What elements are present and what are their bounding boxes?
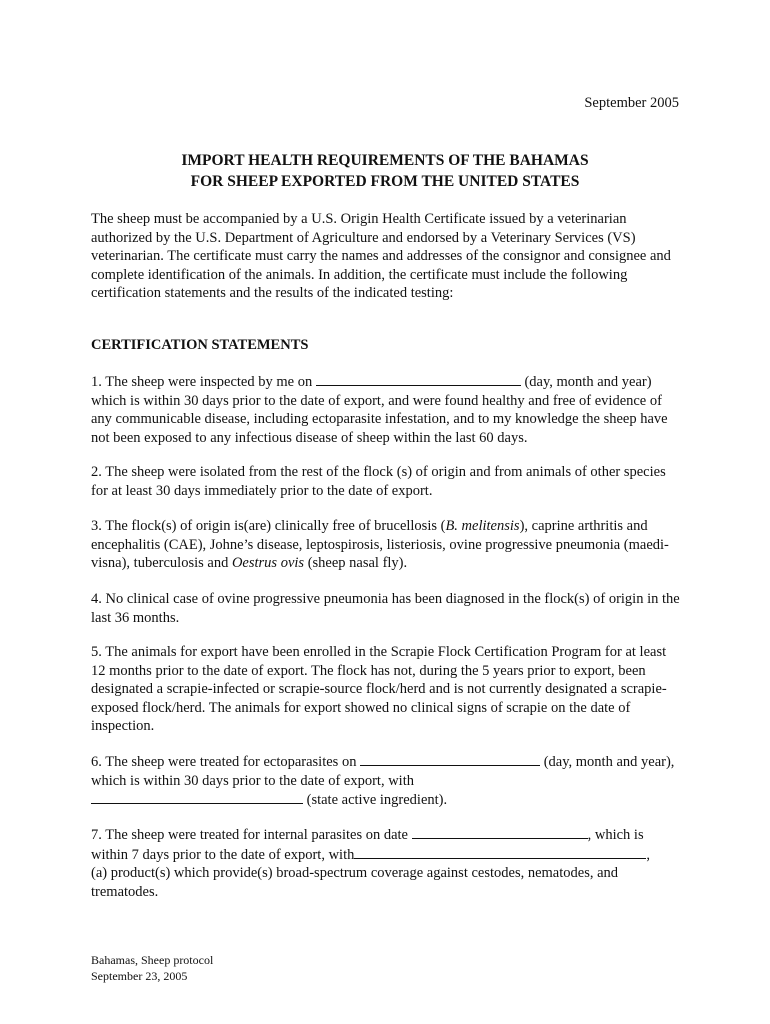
footer bbox=[91, 952, 213, 984]
inspection-date-blank[interactable] bbox=[316, 372, 521, 386]
statement-7-text-b: , which is within 7 days prior to the date of export, with bbox=[91, 827, 644, 863]
intro-paragraph: The sheep must be accompanied by a U.S. Origin Health Certificate issued by a veterinarian authorized by the U.S. Department of Agriculture and endorsed by a Veterinary Services (VS) veterinarian. The certificate must carry the names and addresses of the consignor and consignee and complete identification of the animals. In addition, the certificate must include the following certification statements and the results of the indicated testing: bbox=[91, 211, 671, 302]
statement-3 bbox=[91, 517, 683, 573]
statement-7-text-c: , bbox=[646, 846, 650, 863]
statement-2: 2. The sheep were isolated from the rest of the flock (s) of origin and from animals of other species for at least 30 days immediately prior to the date of export. bbox=[91, 464, 666, 499]
statement-6-text-b: (day, month and year), which is within 30 days prior to the date of export, with bbox=[91, 754, 675, 789]
title-line-1: IMPORT HEALTH REQUIREMENTS OF THE BAHAMAS bbox=[181, 152, 589, 169]
statement-1-text-b: (day, month and year) which is within 30 days prior to the date of export, and were found healthy and free of evidence of any communicable disease, including ectoparasite infestation, and to my knowledge the sheep have not been exposed to any infectious disease of sheep within the last 60 days. bbox=[91, 374, 668, 446]
footer-line-2: September 23, 2005 bbox=[91, 969, 188, 983]
statement-6-text-c: (state active ingredient). bbox=[303, 792, 448, 809]
product-blank[interactable] bbox=[354, 845, 646, 859]
active-ingredient-blank[interactable] bbox=[91, 790, 303, 804]
statement-1-text-a: 1. The sheep were inspected by me on bbox=[91, 374, 316, 390]
statement-3-italic-species: B. melitensis bbox=[445, 518, 520, 534]
title-line-2: FOR SHEEP EXPORTED FROM THE UNITED STATES bbox=[190, 173, 580, 190]
internal-parasite-date-blank[interactable] bbox=[412, 825, 588, 839]
statement-3-text-e: (sheep nasal fly). bbox=[304, 555, 408, 572]
statement-6-text-a: 6. The sheep were treated for ectoparasites on bbox=[91, 754, 361, 770]
statement-6 bbox=[91, 752, 683, 810]
statement-3-text-c: ), caprine arthritis and encephalitis (CAE), Johne’s disease, leptospirosis, listeriosis, ovine progressive pneumonia (maedi-visna), tuberculosis and bbox=[91, 518, 669, 572]
statement-7-text-a: 7. The sheep were treated for internal parasites on date bbox=[91, 827, 412, 843]
statement-7-text-d: (a) product(s) which provide(s) broad-spectrum coverage against cestodes, nematodes, and trematodes. bbox=[91, 865, 619, 900]
header-date: September 2005 bbox=[584, 95, 679, 111]
statement-3-italic-oestrus: Oestrus ovis bbox=[231, 555, 305, 572]
statement-3-text-a: 3. The flock(s) of origin is(are) clinically free of brucellosis ( bbox=[91, 518, 446, 534]
section-heading: CERTIFICATION STATEMENTS bbox=[91, 337, 309, 353]
statement-7 bbox=[91, 825, 683, 901]
document-title bbox=[0, 150, 770, 192]
ectoparasite-date-blank[interactable] bbox=[360, 752, 540, 766]
statement-5: 5. The animals for export have been enrolled in the Scrapie Flock Certification Program for at least 12 months prior to the date of export. The flock has not, during the 5 years prior to export, been designated a scrapie-infected or scrapie-source flock/herd and is not currently designated a scrapie-exposed flock/herd. The animals for export showed no clinical signs of scrapie on the date of inspection. bbox=[91, 644, 667, 735]
footer-line-1: Bahamas, Sheep protocol bbox=[91, 953, 214, 967]
statement-1 bbox=[91, 372, 683, 447]
statement-4: 4. No clinical case of ovine progressive pneumonia has been diagnosed in the flock(s) of origin in the last 36 months. bbox=[91, 591, 680, 626]
